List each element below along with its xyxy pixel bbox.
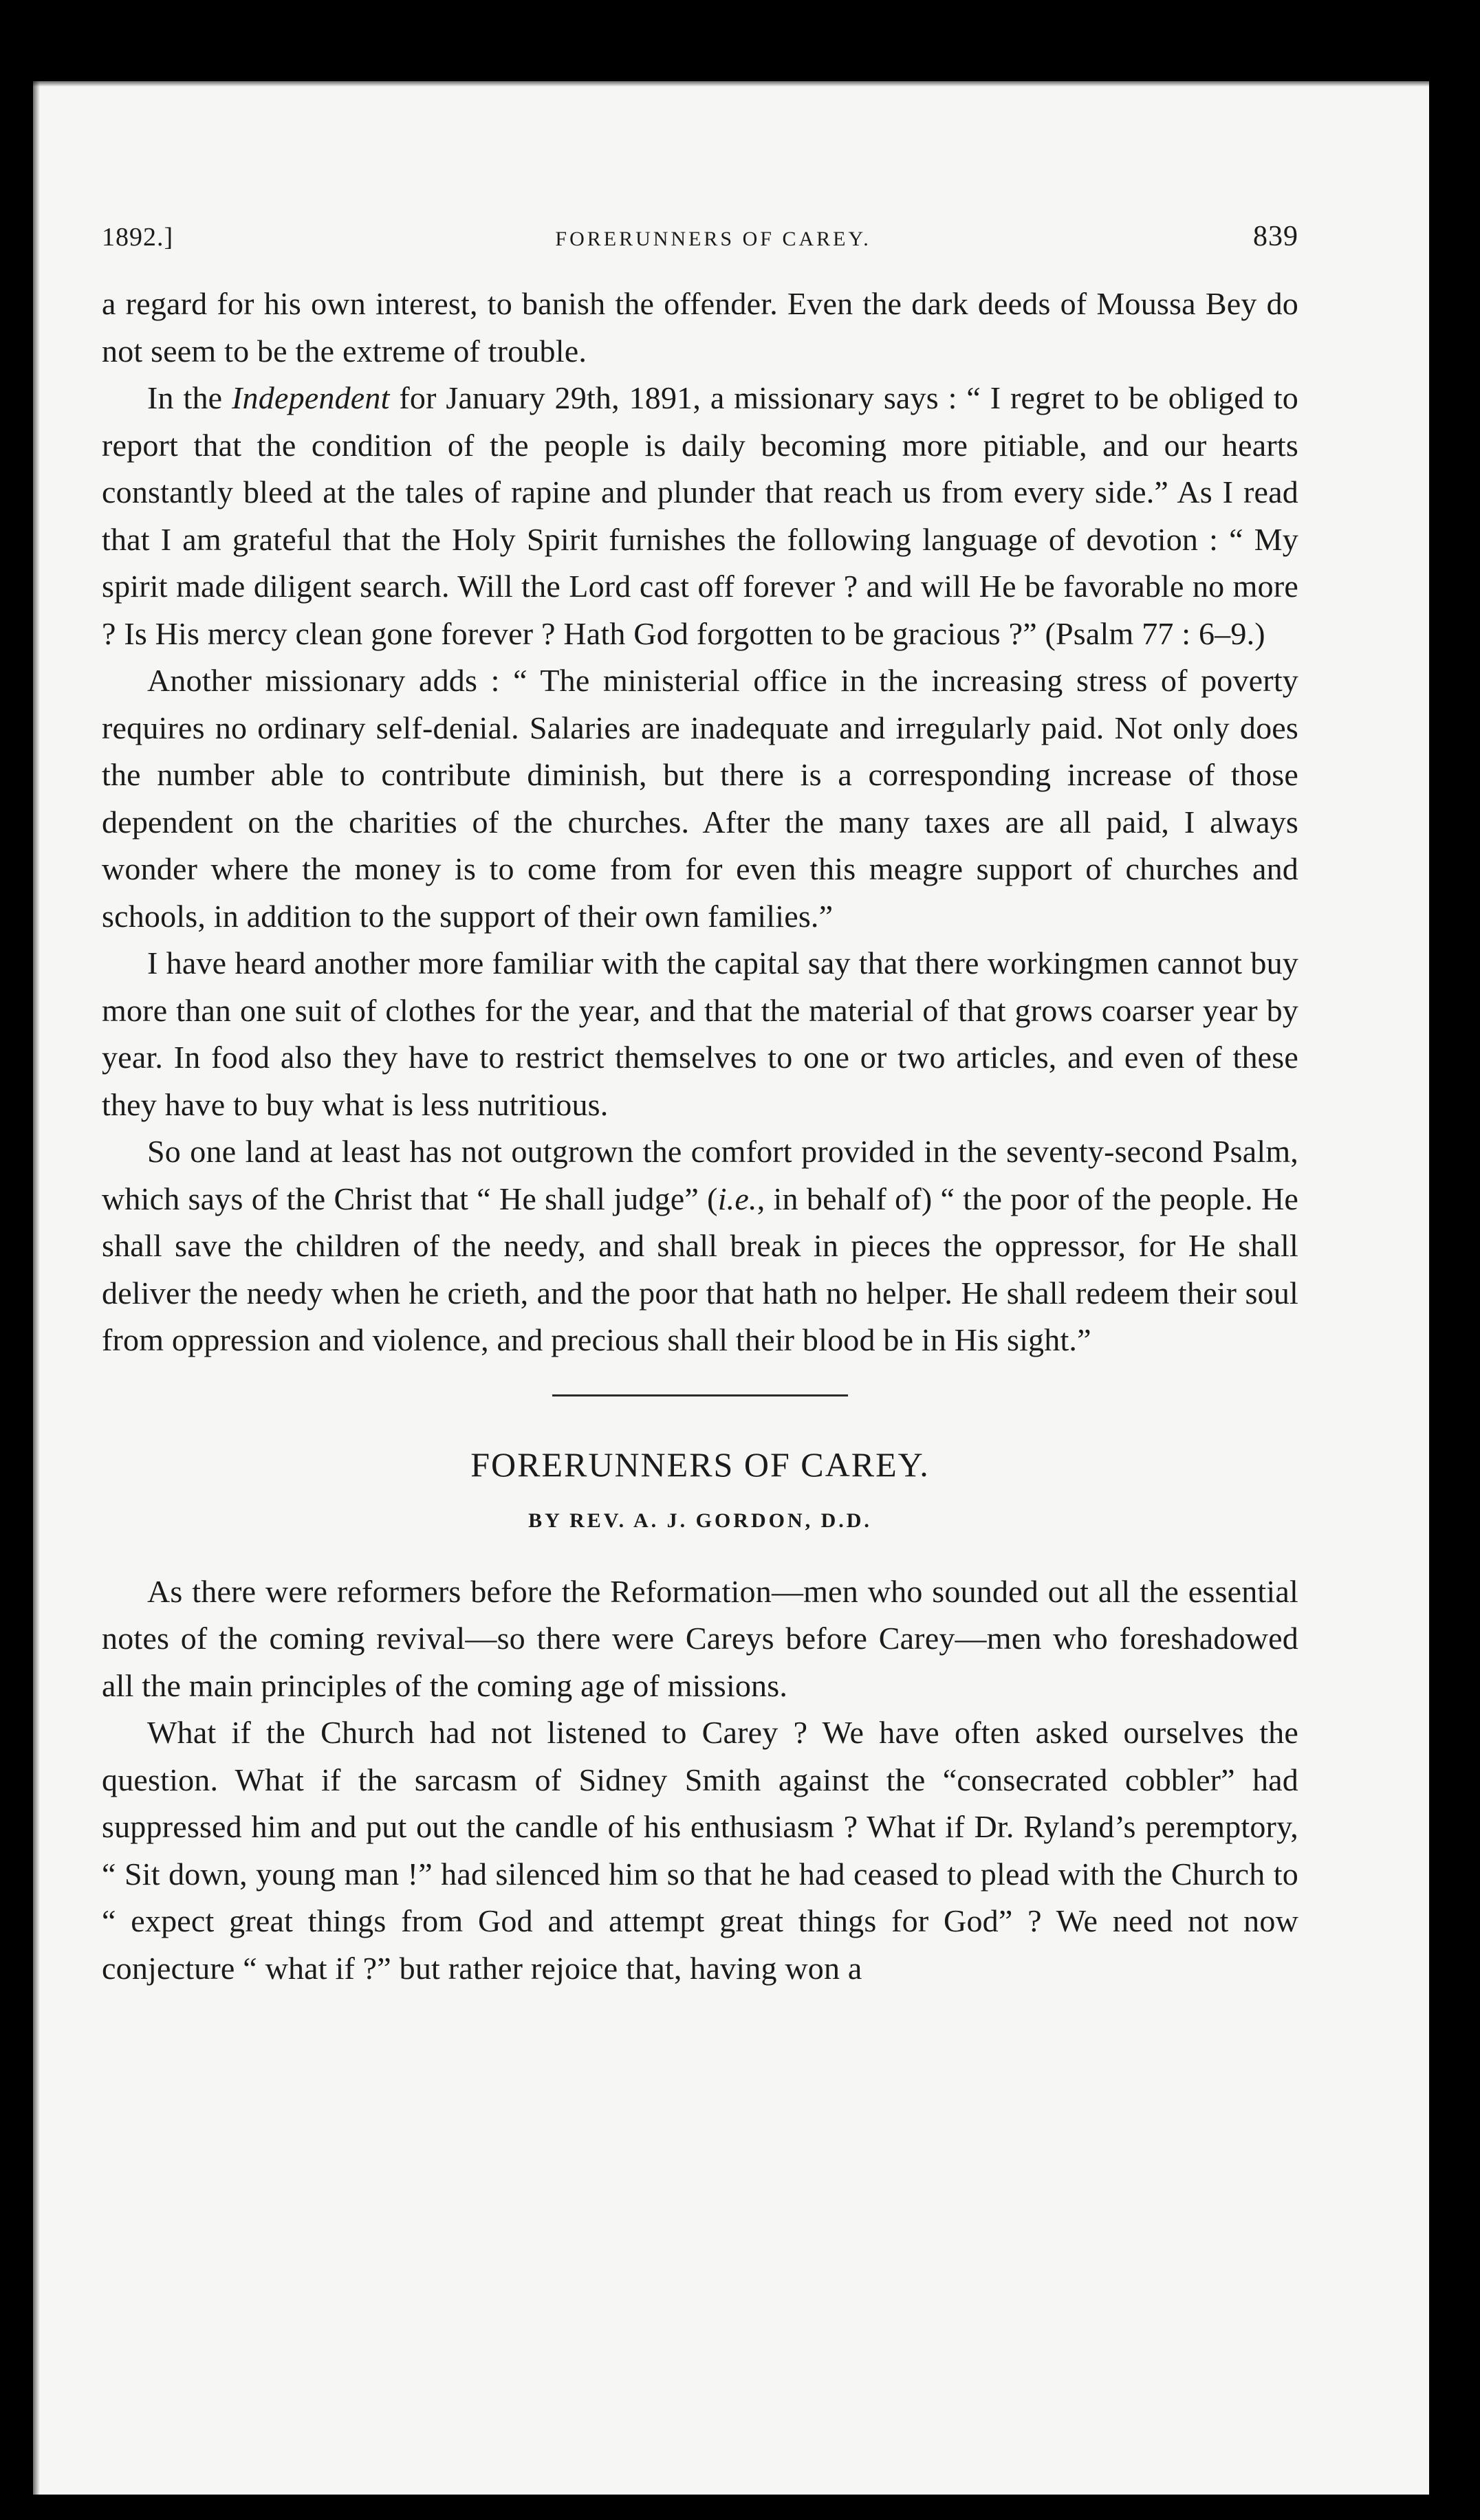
paragraph-2-text-a: In the <box>147 380 232 415</box>
section-divider <box>552 1394 848 1396</box>
paragraph-5-text-a: So one land at least has not outgrown the comfort provided in the seventy-second Psalm, which says of the Christ that “ He shall judge” ( <box>102 1134 1298 1216</box>
paragraph-4: I have heard another more familiar with the capital say that there workingmen cannot buy more than one suit of clothes for the year, and that the material of that grows coarser year by year. In food also they have to restrict themselves to one or two articles, and even of these they have to buy what is less nutritious. <box>102 945 1298 1122</box>
article-paragraph-2: What if the Church had not listened to Carey ? We have often asked ourselves the question. What if the sarcasm of Sidney Smith against the “consecrated cobbler” had suppressed him and put out the candle of his enthusiasm ? What if Dr. Ryland’s peremptory, “ Sit down, young man !” had silenced him so that he had ceased to plead with the Church to “ expect great things from God and attempt great things for God” ? We need not now conjecture “ what if ?” but rather rejoice that, having won a <box>102 1715 1298 1986</box>
scan-border-bottom <box>33 2495 1429 2520</box>
article-paragraph-1: As there were reformers before the Reformation—men who sounded out all the essential notes of the coming revival—so there were Careys before Carey—men who foreshadowed all the main principles of the coming age of missions. <box>102 1573 1298 1703</box>
header-date: 1892.] <box>102 223 174 252</box>
paragraph-5 <box>102 1128 1298 1364</box>
paragraph-2-text-b: for January 29th, 1891, a missionary says : “ I regret to be obliged to report that the condition of the people is daily becoming more pitiable, and our hearts constantly bleed at the tales of rapine and plunder that reach us from every side.” As I read that I am grateful that the Holy Spirit furnishes the following language of devotion : “ My spirit made diligent search. Will the Lord cast off forever ? and will He be favorable no more ? Is His mercy clean gone forever ? Hath God forgotten to be gracious ?” (Psalm 77 : 6–9.) <box>102 380 1299 651</box>
scan-border-shadow <box>33 77 1429 87</box>
paragraph-1: a regard for his own interest, to banish the offender. Even the dark deeds of Moussa Bey do not seem to be the extreme of trouble. <box>102 286 1298 369</box>
abbreviation-ie: i.e. <box>717 1181 757 1216</box>
paragraph-2 <box>102 375 1298 657</box>
page-content <box>102 220 1298 1992</box>
header-title: FORERUNNERS OF CAREY. <box>555 228 871 250</box>
paragraph-3: Another missionary adds : “ The ministerial office in the increasing stress of poverty requires no ordinary self-denial. Salaries are inadequate and irregularly paid. Not only does the number able to contribute diminish, but there is a corresponding increase of those dependent on the charities of the churches. After the many taxes are all paid, I always wonder where the money is to come from for even this meagre support of churches and schools, in addition to the support of their own families.” <box>102 663 1298 934</box>
scan-border-top <box>33 0 1429 81</box>
scanned-page <box>33 0 1429 2520</box>
page-number: 839 <box>1253 221 1298 252</box>
running-header <box>102 220 1298 253</box>
article-byline: BY REV. A. J. GORDON, D.D. <box>528 1509 872 1532</box>
periodical-name: Independent <box>232 380 390 415</box>
paragraph-5-text-b: , in behalf of) “ the poor of the people. He shall save the children of the needy, and shall break in pieces the oppressor, for He shall deliver the needy when he crieth, and the poor that hath no helper. He shall redeem their soul from oppression and violence, and precious shall their blood be in His sight.” <box>102 1181 1298 1357</box>
article-title: FORERUNNERS OF CAREY. <box>470 1445 930 1484</box>
scan-border-left <box>33 0 40 2520</box>
